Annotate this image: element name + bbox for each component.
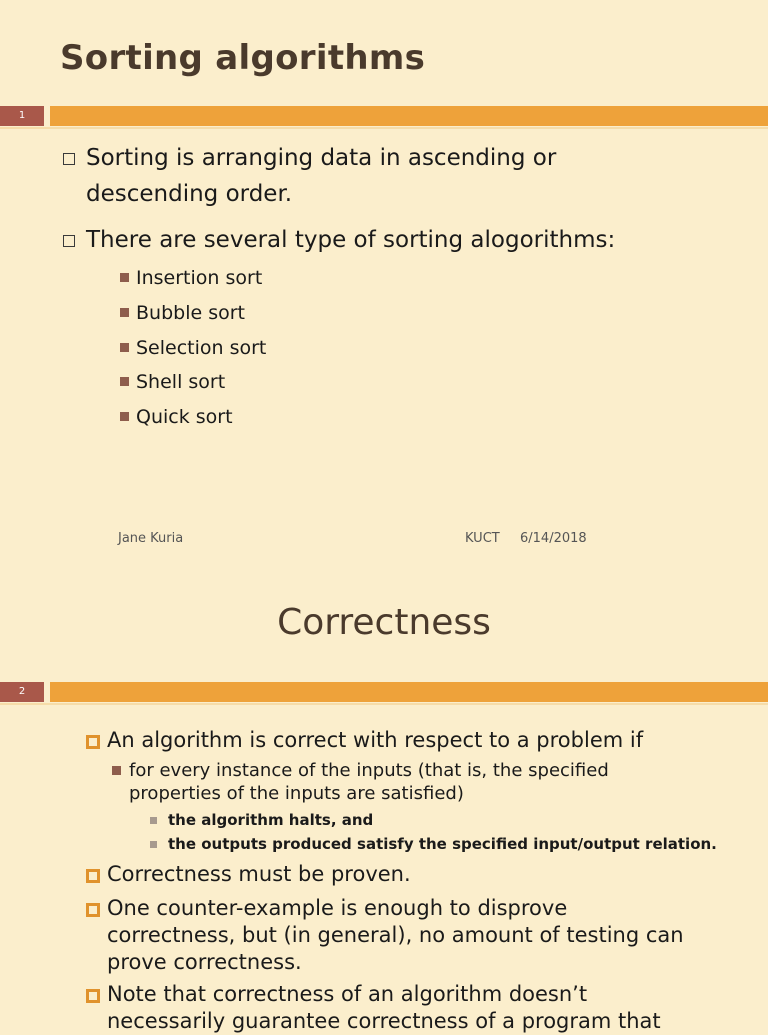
slide-1-bullet-1-line-2: descending order. (86, 181, 293, 207)
slide-2-rule (0, 703, 768, 705)
slide-2-bullet-1: An algorithm is correct with respect to a problem if (107, 728, 644, 752)
slide-2-sub-bullet-line-1: for every instance of the inputs (that is, the specified (129, 760, 609, 781)
sub-item-shell-sort: Shell sort (136, 371, 226, 393)
square-bullet-icon (120, 377, 129, 386)
slide-2-sub-sub-1: the algorithm halts, and (168, 811, 374, 829)
slide-2-number: 2 (0, 682, 44, 702)
slide-2-sub-bullet-line-2: properties of the inputs are satisfied) (129, 783, 464, 804)
slide-2-bullet-2: Correctness must be proven. (107, 862, 411, 886)
slide-2-bullet-3-line-1: One counter-example is enough to disprove (107, 896, 568, 920)
orange-square-bullet-icon (86, 903, 100, 917)
slide-2-accent-stripe (50, 682, 768, 702)
square-bullet-icon (120, 273, 129, 282)
slide-1-header-bar (0, 106, 768, 130)
slide-2-title: Correctness (277, 602, 491, 643)
slide-1-rule (0, 127, 768, 129)
slide-1-title: Sorting algorithms (60, 38, 426, 78)
square-bullet-icon (112, 766, 121, 775)
slide-2-bullet-4-line-1: Note that correctness of an algorithm doesn’t (107, 982, 588, 1006)
square-bullet-icon (120, 308, 129, 317)
grey-square-bullet-icon (150, 841, 157, 848)
slide-1-bullet-1-line-1: Sorting is arranging data in ascending or (86, 145, 557, 171)
sub-item-quick-sort: Quick sort (136, 406, 233, 428)
slide-2-sub-sub-2: the outputs produced satisfy the specified input/output relation. (168, 835, 717, 853)
footer-org: KUCT (465, 531, 500, 546)
sub-item-selection-sort: Selection sort (136, 337, 267, 359)
slide-2-bullet-3-line-2: correctness, but (in general), no amount of testing can (107, 923, 684, 947)
hollow-square-bullet-icon (63, 153, 75, 165)
hollow-square-bullet-icon (63, 235, 75, 247)
square-bullet-icon (120, 343, 129, 352)
slide-2-bullet-3-line-3: prove correctness. (107, 950, 302, 974)
slide-2-header-bar (0, 682, 768, 706)
slide-1-number: 1 (0, 106, 44, 126)
square-bullet-icon (120, 412, 129, 421)
slide-1-accent-stripe (50, 106, 768, 126)
grey-square-bullet-icon (150, 817, 157, 824)
orange-square-bullet-icon (86, 869, 100, 883)
slide-2-bullet-4-line-2: necessarily guarantee correctness of a program that (107, 1009, 661, 1033)
slide-1-bullet-2-line-1: There are several type of sorting alogorithms: (86, 227, 616, 253)
orange-square-bullet-icon (86, 989, 100, 1003)
footer-date: 6/14/2018 (520, 531, 587, 546)
orange-square-bullet-icon (86, 735, 100, 749)
sub-item-insertion-sort: Insertion sort (136, 267, 263, 289)
sub-item-bubble-sort: Bubble sort (136, 302, 245, 324)
slide-2 (0, 576, 768, 1033)
footer-author: Jane Kuria (118, 531, 184, 546)
